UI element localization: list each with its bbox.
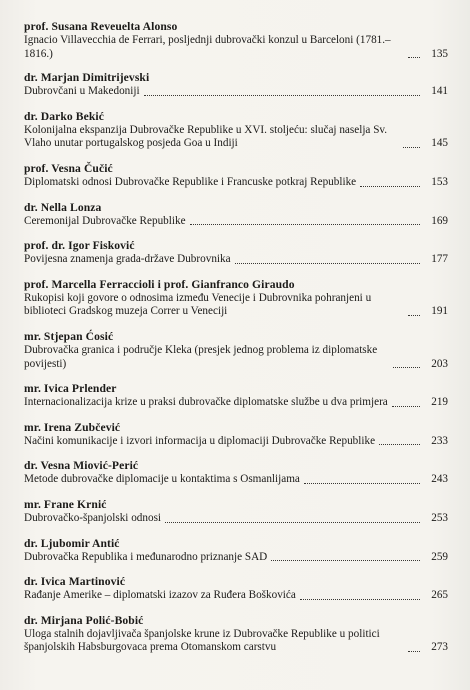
entry-author: dr. Marjan Dimitrijevski — [24, 71, 150, 85]
entry-title: Rađanje Amerike – diplomatski izazov za Ruđera Boškovića — [24, 589, 296, 602]
entry-author: mr. Stjepan Ćosić — [24, 329, 114, 343]
toc-entry — [24, 330, 448, 371]
entry-page-number: 191 — [431, 305, 448, 318]
dot-leader — [360, 186, 420, 187]
toc-entry — [24, 459, 448, 487]
entry-page-number: 265 — [431, 589, 448, 602]
entry-page-number: 219 — [431, 396, 448, 409]
entry-author: dr. Nella Lonza — [24, 200, 102, 214]
entry-page-number: 253 — [431, 511, 448, 524]
entry-title-row — [24, 589, 448, 603]
toc-entry — [24, 421, 448, 449]
entry-title: Dubrovačka Republika i međunarodno priznanje SAD — [24, 550, 268, 563]
dot-leader — [304, 483, 420, 484]
entry-author: dr. Darko Bekić — [24, 109, 104, 123]
entry-title-row — [24, 292, 448, 319]
entry-title-row — [24, 512, 448, 526]
dot-leader — [408, 315, 420, 316]
toc-entry — [24, 201, 448, 229]
entry-page-number: 153 — [431, 175, 448, 188]
toc-entry — [24, 278, 448, 319]
entry-author: prof. Vesna Čučić — [24, 161, 113, 175]
entry-author: dr. Mirjana Polić-Bobić — [24, 613, 144, 627]
entry-page-number: 233 — [431, 434, 448, 447]
entry-page-number: 243 — [431, 473, 448, 486]
entry-title: Dubrovačka granica i područje Kleka (presjek jednog problema iz diplomatske povijesti) — [24, 343, 378, 370]
entry-title: Internacionalizacija krize u praksi dubrovačke diplomatske službe u dva primjera — [24, 396, 388, 409]
entry-title: Načini komunikacije i izvori informacija u diplomaciji Dubrovačke Republike — [24, 434, 376, 447]
entry-title-row — [24, 628, 448, 655]
entry-title: Rukopisi koji govore o odnosima između Venecije i Dubrovnika pohranjeni u biblioteci Gradskog muzeja Correr u Veneciji — [24, 291, 372, 318]
dot-leader — [408, 651, 420, 652]
entry-author: mr. Ivica Prlender — [24, 382, 117, 396]
entry-title: Dubrovačko-španjolski odnosi — [24, 511, 162, 524]
entry-author: prof. dr. Igor Fisković — [24, 239, 135, 253]
entry-title-row — [24, 215, 448, 229]
entry-title-row — [24, 176, 448, 190]
entry-author: dr. Vesna Miović-Perić — [24, 459, 139, 473]
toc-entry — [24, 498, 448, 526]
dot-leader — [300, 599, 420, 600]
entry-author: dr. Ivica Martinović — [24, 575, 126, 589]
entry-page-number: 135 — [431, 47, 448, 60]
entry-title-row — [24, 473, 448, 487]
entry-page-number: 177 — [431, 253, 448, 266]
entry-title-row — [24, 85, 448, 99]
entry-title-row — [24, 253, 448, 267]
entry-page-number: 145 — [431, 137, 448, 150]
entry-title-row — [24, 396, 448, 410]
entry-title: Ignacio Villavecchia de Ferrari, posljednji dubrovački konzul u Barceloni (1781.–1816.) — [24, 34, 391, 60]
dot-leader — [408, 57, 420, 58]
dot-leader — [379, 444, 420, 445]
toc-entry — [24, 537, 448, 565]
entry-page-number: 141 — [431, 85, 448, 98]
entry-page-number: 273 — [431, 641, 448, 654]
entry-title: Ceremonijal Dubrovačke Republike — [24, 214, 186, 227]
toc-entry — [24, 382, 448, 410]
entry-title-row — [24, 435, 448, 449]
entry-title: Metode dubrovačke diplomacije u kontaktima s Osmanlijama — [24, 473, 300, 486]
entry-title-row — [24, 551, 448, 565]
toc-entry — [24, 239, 448, 267]
entry-page-number: 203 — [431, 357, 448, 370]
entry-title: Uloga stalnih dojavljivača španjolske krune iz Dubrovačke Republike u politici španjolskih Habsburgovaca prema Otomanskom carstvu — [24, 627, 380, 654]
entry-author: mr. Irena Zubčević — [24, 420, 121, 434]
dot-leader — [165, 522, 420, 523]
dot-leader — [144, 95, 420, 96]
entry-title-row — [24, 34, 448, 61]
dot-leader — [271, 560, 420, 561]
dot-leader — [190, 224, 420, 225]
dot-leader — [235, 263, 420, 264]
entry-author: dr. Ljubomir Antić — [24, 536, 120, 550]
entry-title: Povijesna znamenja grada-države Dubrovnika — [24, 253, 231, 266]
entry-title-row — [24, 124, 448, 151]
toc-entry — [24, 614, 448, 655]
entry-author: mr. Frane Krnić — [24, 497, 107, 511]
entry-title: Dubrovčani u Makedoniji — [24, 85, 140, 98]
entry-title: Kolonijalna ekspanzija Dubrovačke Republike u XVI. stoljeću: slučaj naselja Sv. Vlaho unutar portugalskog posjeda Goa u Indiji — [24, 123, 388, 150]
toc-entry — [24, 71, 448, 99]
entry-page-number: 259 — [431, 550, 448, 563]
entry-author: prof. Marcella Ferraccioli i prof. Gianfranco Giraudo — [24, 277, 295, 291]
dot-leader — [392, 406, 420, 407]
toc-entry — [24, 162, 448, 190]
entry-title: Diplomatski odnosi Dubrovačke Republike i Francuske potkraj Republike — [24, 175, 357, 188]
entry-author: prof. Susana Reveuelta Alonso — [24, 20, 178, 33]
entry-title-row — [24, 344, 448, 371]
toc-entry — [24, 20, 448, 61]
dot-leader — [403, 147, 420, 148]
toc-entry — [24, 110, 448, 151]
toc-entry — [24, 575, 448, 603]
entry-page-number: 169 — [431, 214, 448, 227]
table-of-contents — [24, 20, 448, 655]
dot-leader — [393, 367, 420, 368]
